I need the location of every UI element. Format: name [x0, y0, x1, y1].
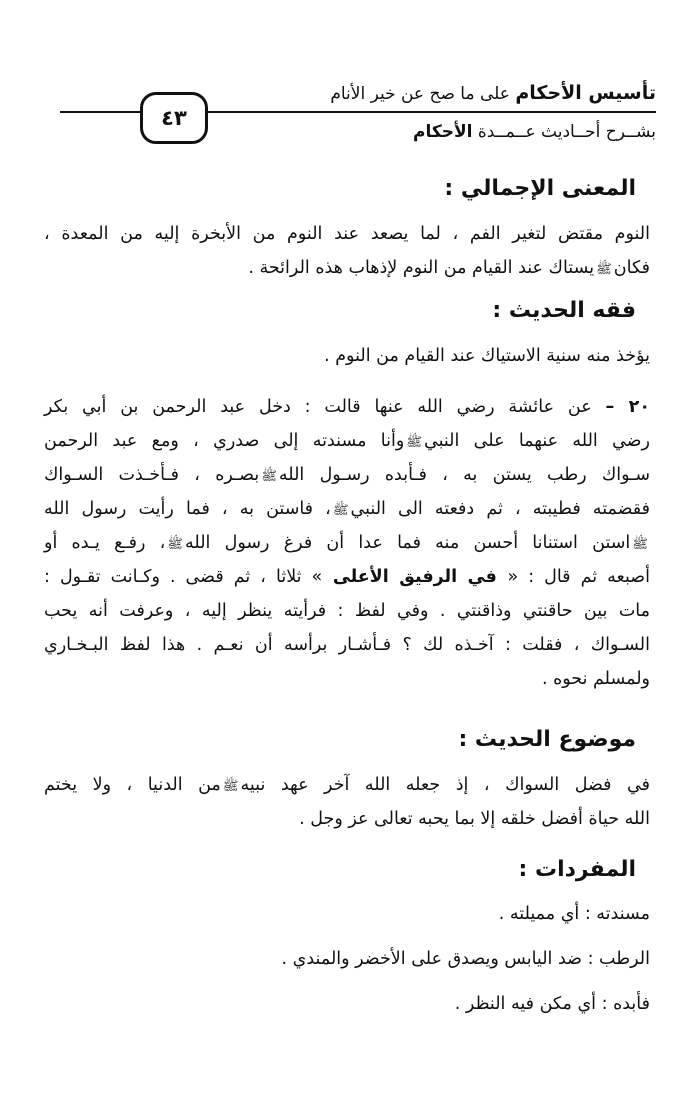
text-part: فكان: [613, 258, 650, 278]
text-part: من الدنيا ، ولا يختم: [44, 775, 221, 795]
hadith-line-3: [44, 467, 650, 485]
saw-symbol: ﷺ: [261, 469, 277, 484]
text-part: بصـره ، فـأخـذت السـواك: [44, 465, 260, 485]
text-part: استن استنانا أحسن منه فما عدا أن فرغ رسول الله: [185, 533, 631, 553]
hadith-line-6: [44, 569, 650, 587]
hadith-line-9: ولمسلم نحوه .: [541, 669, 650, 689]
heading-vocab: المفردات :: [518, 857, 636, 882]
saw-symbol: ﷺ: [332, 503, 349, 518]
page-number-badge: [140, 92, 208, 144]
text-part: سـواك رطب يستن به ، فـأبده رسـول الله: [278, 465, 650, 485]
hadith-line-1: [44, 399, 650, 417]
saw-symbol: ﷺ: [167, 537, 184, 552]
topic-line-2: الله حياة أفضل خلقه إلا بما يحبه تعالى عز وجل .: [299, 809, 650, 829]
text-part: أصبعه ثم قال : «: [507, 567, 650, 587]
text-part: ، فاستن به ، فما رأيت رسول الله: [44, 499, 331, 519]
book-title-rest: على ما صح عن خير الأنام: [330, 84, 516, 104]
vocab-item: فأبده : أي مكن فيه النظر .: [454, 994, 650, 1014]
heading-fiqh: فقه الحديث :: [492, 298, 636, 323]
book-title-bold: تأسيس الأحكام: [515, 82, 656, 104]
vocab-item: مسندته : أي مميلته .: [498, 904, 650, 924]
text-part: ، رفـع يـده أو: [44, 533, 166, 553]
heading-general-meaning: المعنى الإجمالي :: [444, 176, 636, 201]
hadith-number: ٢٠ –: [605, 397, 651, 417]
fiqh-line-1: يؤخذ منه سنية الاستياك عند القيام من النوم .: [324, 346, 650, 366]
hadith-line-7: مات بين حاقنتي وذاقنتي . وفي لفظ : فرأيته ينظر إليه ، وعرفت أنه يحب: [44, 601, 650, 621]
text-bold-part: في الرفيق الأعلى: [322, 567, 508, 587]
page-number: ٤٣: [161, 106, 187, 130]
subtitle-prefix: بشــرح أحــاديث عــمــدة: [472, 122, 656, 142]
saw-symbol: ﷺ: [406, 435, 423, 450]
saw-symbol: ﷺ: [222, 779, 239, 794]
hadith-line-4: [44, 501, 650, 519]
hadith-line-2: [44, 433, 650, 451]
vocab-item: الرطب : ضد اليابس ويصدق على الأخضر والمندي .: [281, 949, 650, 969]
text-part: » ثلاثا ، ثم قضى . وكـانت تقـول :: [44, 567, 323, 587]
text-part: يستاك عند القيام من النوم لإذهاب هذه الرائحة .: [248, 258, 595, 278]
general-meaning-line-2: [248, 260, 650, 278]
text-part: عن عائشة رضي الله عنها قالت : دخل عبد الرحمن بن أبي بكر: [44, 397, 592, 417]
general-meaning-line-1: النوم مقتض لتغير الفم ، لما يصعد عند النوم من الأبخرة إليه من المعدة ،: [44, 224, 650, 244]
topic-line-1: [44, 777, 650, 795]
book-subtitle: [413, 122, 656, 142]
hadith-line-5: [44, 535, 650, 553]
saw-symbol: ﷺ: [632, 537, 649, 552]
subtitle-bold: الأحكام: [413, 122, 473, 142]
text-part: في فضل السواك ، إذ جعله الله آخر عهد نبيه: [240, 775, 650, 795]
heading-topic: موضوع الحديث :: [458, 727, 636, 752]
text-part: وأنا مسندته إلى صدري ، ومع عبد الرحمن: [44, 431, 405, 451]
text-part: فقضمته فطيبته ، ثم دفعته الى النبي: [350, 499, 650, 519]
hadith-line-8: السـواك ، فقلت : آخـذه لك ؟ فـأشـار برأسه أن نعـم . هذا لفظ البـخـاري: [44, 635, 650, 655]
book-title: [330, 82, 656, 104]
text-part: رضي الله عنهما على النبي: [424, 431, 650, 451]
saw-symbol: ﷺ: [596, 262, 612, 277]
